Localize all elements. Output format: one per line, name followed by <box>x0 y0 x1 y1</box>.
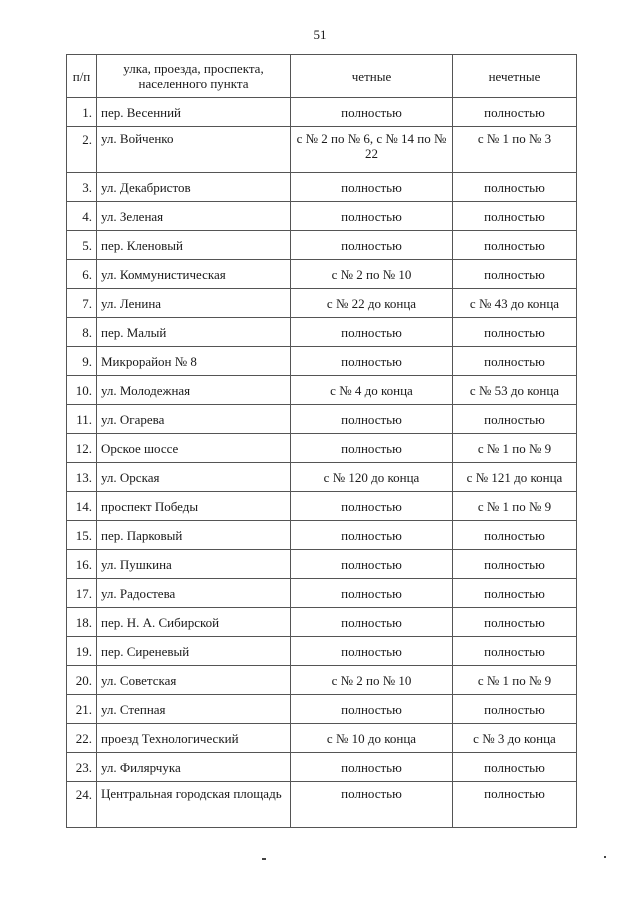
cell-name: ул. Молодежная <box>97 376 291 405</box>
cell-num: 10. <box>67 376 97 405</box>
cell-odd: с № 121 до конца <box>453 463 577 492</box>
cell-even: полностью <box>291 608 453 637</box>
cell-odd: полностью <box>453 231 577 260</box>
cell-even: полностью <box>291 753 453 782</box>
table-row <box>67 127 577 173</box>
page-number: 51 <box>313 27 327 42</box>
cell-even: полностью <box>291 521 453 550</box>
cell-odd: полностью <box>453 521 577 550</box>
header-odd: нечетные <box>453 55 577 98</box>
table-row <box>67 376 577 405</box>
cell-num: 13. <box>67 463 97 492</box>
cell-num: 2. <box>67 127 97 173</box>
cell-name: ул. Советская <box>97 666 291 695</box>
table-row <box>67 260 577 289</box>
table-body <box>67 98 577 828</box>
cell-even: полностью <box>291 231 453 260</box>
cell-even: с № 2 по № 6, с № 14 по № 22 <box>291 127 453 173</box>
cell-odd: полностью <box>453 173 577 202</box>
cell-num: 12. <box>67 434 97 463</box>
cell-name: ул. Филярчука <box>97 753 291 782</box>
cell-odd: с № 1 по № 9 <box>453 666 577 695</box>
cell-odd: полностью <box>453 98 577 127</box>
table-row <box>67 550 577 579</box>
cell-odd: полностью <box>453 202 577 231</box>
cell-name: ул. Коммунистическая <box>97 260 291 289</box>
cell-name: пер. Парковый <box>97 521 291 550</box>
scan-dot <box>262 858 266 860</box>
cell-num: 8. <box>67 318 97 347</box>
cell-even: полностью <box>291 550 453 579</box>
cell-name: пер. Кленовый <box>97 231 291 260</box>
table-row <box>67 347 577 376</box>
cell-num: 11. <box>67 405 97 434</box>
cell-num: 17. <box>67 579 97 608</box>
table-row <box>67 608 577 637</box>
cell-odd: полностью <box>453 579 577 608</box>
table-row <box>67 318 577 347</box>
cell-name: ул. Войченко <box>97 127 291 173</box>
cell-num: 24. <box>67 782 97 828</box>
table-row <box>67 695 577 724</box>
cell-odd: полностью <box>453 753 577 782</box>
cell-num: 3. <box>67 173 97 202</box>
cell-even: с № 2 по № 10 <box>291 260 453 289</box>
cell-even: с № 120 до конца <box>291 463 453 492</box>
header-num: п/п <box>67 55 97 98</box>
cell-even: полностью <box>291 173 453 202</box>
scan-dot <box>604 856 606 858</box>
cell-name: Микрорайон № 8 <box>97 347 291 376</box>
cell-even: полностью <box>291 202 453 231</box>
cell-num: 16. <box>67 550 97 579</box>
cell-name: ул. Зеленая <box>97 202 291 231</box>
table-header-row <box>67 55 577 98</box>
cell-name: ул. Радостева <box>97 579 291 608</box>
cell-even: полностью <box>291 695 453 724</box>
street-table <box>66 54 577 828</box>
cell-num: 15. <box>67 521 97 550</box>
table-row <box>67 666 577 695</box>
cell-num: 14. <box>67 492 97 521</box>
cell-num: 1. <box>67 98 97 127</box>
table-row <box>67 782 577 828</box>
cell-name: ул. Степная <box>97 695 291 724</box>
cell-num: 7. <box>67 289 97 318</box>
cell-name: пер. Сиреневый <box>97 637 291 666</box>
cell-odd: полностью <box>453 260 577 289</box>
table-row <box>67 492 577 521</box>
cell-odd: полностью <box>453 347 577 376</box>
cell-name: пер. Весенний <box>97 98 291 127</box>
table-row <box>67 405 577 434</box>
cell-odd: с № 43 до конца <box>453 289 577 318</box>
table-row <box>67 289 577 318</box>
cell-num: 6. <box>67 260 97 289</box>
table-row <box>67 173 577 202</box>
cell-name: Орское шоссе <box>97 434 291 463</box>
cell-odd: полностью <box>453 637 577 666</box>
cell-even: полностью <box>291 405 453 434</box>
cell-odd: с № 53 до конца <box>453 376 577 405</box>
cell-num: 5. <box>67 231 97 260</box>
cell-even: с № 22 до конца <box>291 289 453 318</box>
cell-odd: с № 1 по № 9 <box>453 434 577 463</box>
table-row <box>67 434 577 463</box>
header-even: четные <box>291 55 453 98</box>
table-row <box>67 98 577 127</box>
cell-even: полностью <box>291 782 453 828</box>
cell-odd: полностью <box>453 550 577 579</box>
cell-name: пер. Н. А. Сибирской <box>97 608 291 637</box>
cell-name: Центральная городская площадь <box>97 782 291 828</box>
cell-odd: полностью <box>453 695 577 724</box>
cell-name: ул. Ленина <box>97 289 291 318</box>
table-row <box>67 463 577 492</box>
cell-name: проспект Победы <box>97 492 291 521</box>
cell-odd: полностью <box>453 405 577 434</box>
table-row <box>67 579 577 608</box>
header-street-name: улка, проезда, проспекта, населенного пункта <box>97 55 291 98</box>
cell-num: 21. <box>67 695 97 724</box>
table-row <box>67 637 577 666</box>
cell-num: 18. <box>67 608 97 637</box>
table-row <box>67 202 577 231</box>
cell-even: полностью <box>291 347 453 376</box>
cell-odd: с № 3 до конца <box>453 724 577 753</box>
cell-odd: полностью <box>453 318 577 347</box>
cell-even: полностью <box>291 579 453 608</box>
table-row <box>67 231 577 260</box>
cell-even: полностью <box>291 98 453 127</box>
cell-even: полностью <box>291 492 453 521</box>
table-row <box>67 724 577 753</box>
cell-name: ул. Пушкина <box>97 550 291 579</box>
cell-num: 20. <box>67 666 97 695</box>
table-row <box>67 753 577 782</box>
cell-name: ул. Огарева <box>97 405 291 434</box>
cell-even: полностью <box>291 637 453 666</box>
cell-num: 19. <box>67 637 97 666</box>
cell-odd: полностью <box>453 608 577 637</box>
cell-name: ул. Декабристов <box>97 173 291 202</box>
cell-odd: с № 1 по № 9 <box>453 492 577 521</box>
cell-even: полностью <box>291 318 453 347</box>
cell-even: с № 4 до конца <box>291 376 453 405</box>
cell-even: с № 2 по № 10 <box>291 666 453 695</box>
cell-even: полностью <box>291 434 453 463</box>
cell-name: пер. Малый <box>97 318 291 347</box>
cell-num: 23. <box>67 753 97 782</box>
cell-num: 4. <box>67 202 97 231</box>
cell-name: ул. Орская <box>97 463 291 492</box>
cell-even: с № 10 до конца <box>291 724 453 753</box>
cell-num: 9. <box>67 347 97 376</box>
cell-odd: с № 1 по № 3 <box>453 127 577 173</box>
table-row <box>67 521 577 550</box>
cell-num: 22. <box>67 724 97 753</box>
cell-odd: полностью <box>453 782 577 828</box>
cell-name: проезд Технологический <box>97 724 291 753</box>
